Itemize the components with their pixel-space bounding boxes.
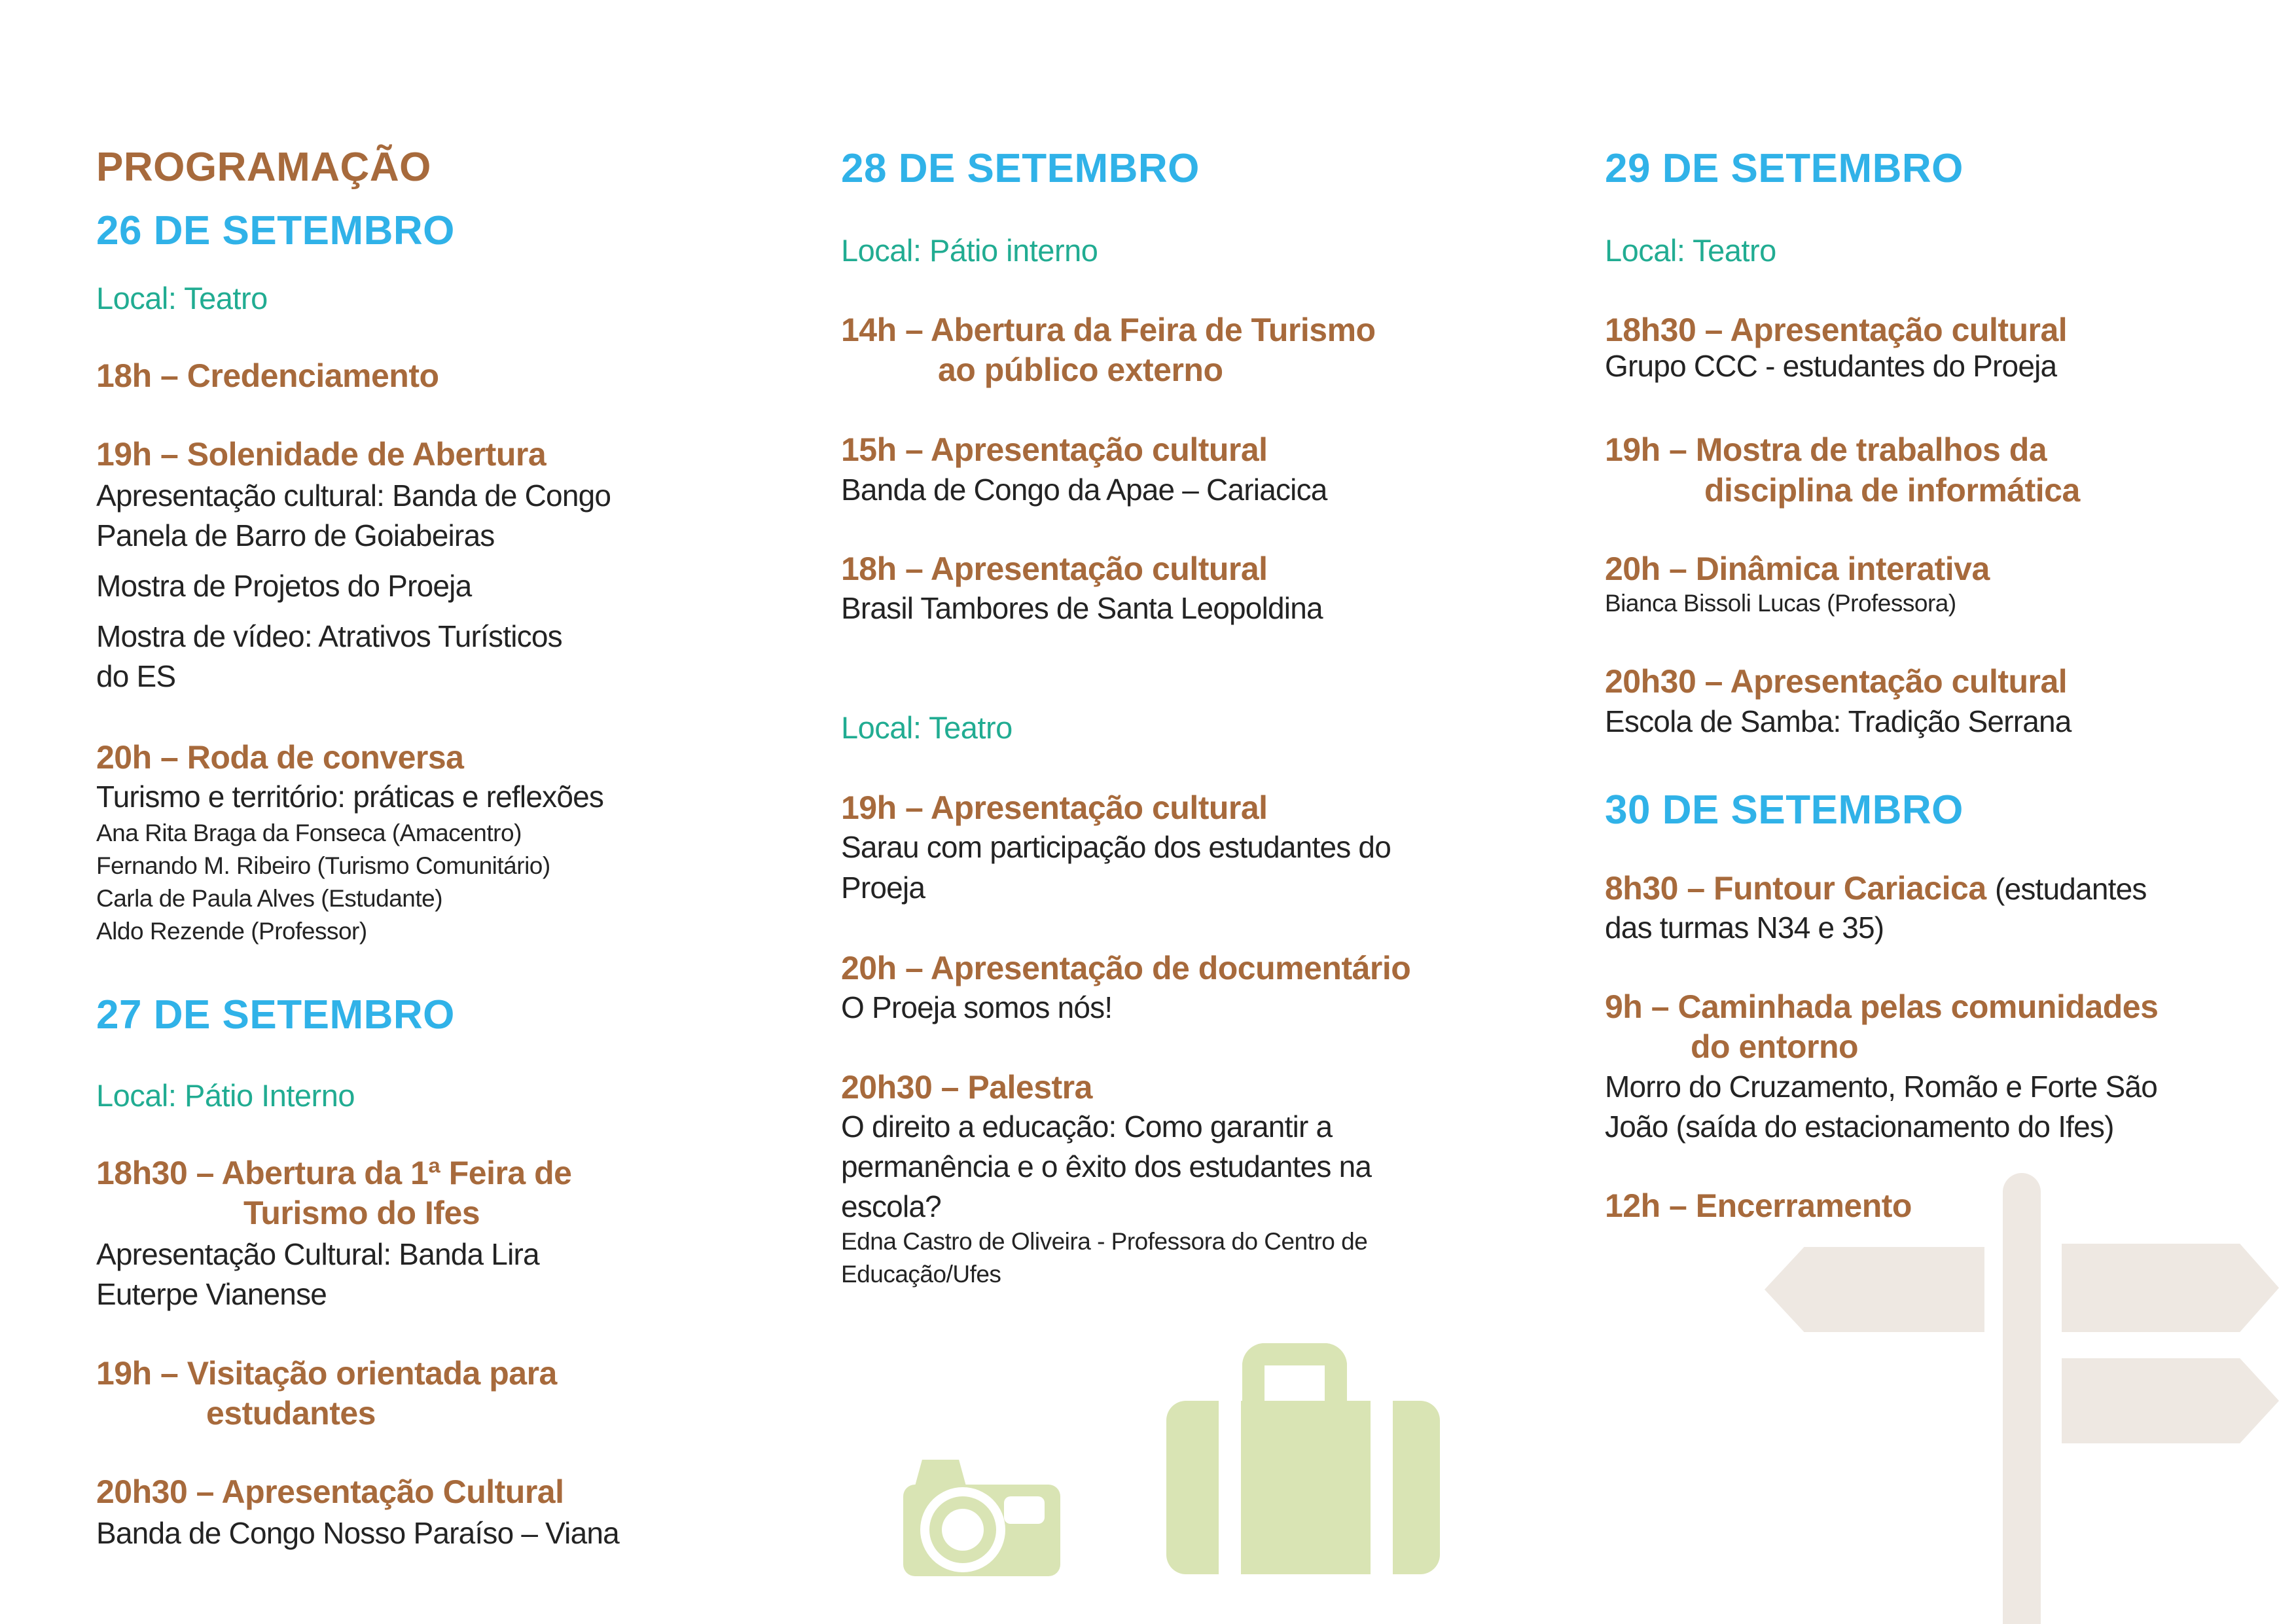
event-detail: O direito a educação: Como garantir a (841, 1110, 1333, 1144)
event-heading: 20h30 – Apresentação cultural (1605, 663, 2068, 700)
venue-label: Local: Pátio Interno (96, 1078, 355, 1113)
date-header-29: 29 DE SETEMBRO (1605, 146, 1964, 191)
signpost-pole (2003, 1173, 2041, 1624)
signpost-arrow-right-bottom (2062, 1358, 2279, 1443)
venue-label: Local: Teatro (841, 710, 1013, 745)
camera-flash (915, 1460, 966, 1486)
event-heading-wrap: Turismo do Ifes (243, 1195, 480, 1231)
event-detail: escola? (841, 1189, 941, 1223)
event-heading-wrap: estudantes (206, 1395, 376, 1432)
speaker-line: Fernando M. Ribeiro (Turismo Comunitário) (96, 852, 550, 879)
event-detail: Morro do Cruzamento, Romão e Forte São (1605, 1070, 2157, 1104)
date-header-26: 26 DE SETEMBRO (96, 208, 455, 253)
event-heading: 19h – Solenidade de Abertura (96, 436, 547, 473)
venue-label: Local: Teatro (96, 281, 268, 316)
event-detail: permanência e o êxito dos estudantes na (841, 1149, 1372, 1183)
speaker-line: Carla de Paula Alves (Estudante) (96, 885, 443, 912)
event-detail: Sarau com participação dos estudantes do (841, 830, 1391, 864)
event-detail: Banda de Congo Nosso Paraíso – Viana (96, 1516, 619, 1550)
speaker-line: Edna Castro de Oliveira - Professora do Centro de (841, 1228, 1368, 1255)
event-heading: 18h – Credenciamento (96, 357, 439, 394)
suitcase-mid-panel (1241, 1401, 1371, 1574)
event-detail: Panela de Barro de Goiabeiras (96, 518, 495, 552)
venue-label: Local: Teatro (1605, 233, 1776, 268)
date-header-27: 27 DE SETEMBRO (96, 992, 455, 1038)
event-detail: Mostra de vídeo: Atrativos Turísticos (96, 619, 562, 653)
event-detail: Grupo CCC - estudantes do Proeja (1605, 349, 2057, 383)
event-detail: Apresentação Cultural: Banda Lira (96, 1237, 539, 1271)
event-heading-wrap: ao público externo (938, 352, 1223, 388)
signpost-arrow-left (1765, 1247, 1984, 1332)
event-heading-wrap: do entorno (1691, 1028, 1859, 1065)
event-detail: do ES (96, 659, 176, 693)
event-detail: Brasil Tambores de Santa Leopoldina (841, 591, 1323, 625)
event-heading: 12h – Encerramento (1605, 1187, 1912, 1224)
signpost-arrow-right-top (2062, 1244, 2279, 1332)
event-detail: Escola de Samba: Tradição Serrana (1605, 704, 2072, 738)
event-heading: 20h – Roda de conversa (96, 739, 464, 776)
event-heading: 19h – Mostra de trabalhos da (1605, 431, 2047, 468)
event-heading: 18h30 – Apresentação cultural (1605, 312, 2068, 348)
event-detail: Proeja (841, 871, 925, 905)
event-heading: 18h – Apresentação cultural (841, 550, 1268, 587)
event-heading: 15h – Apresentação cultural (841, 431, 1268, 468)
date-header-28: 28 DE SETEMBRO (841, 146, 1200, 191)
event-heading: 19h – Visitação orientada para (96, 1355, 557, 1392)
camera-viewfinder (1004, 1496, 1045, 1524)
event-detail: João (saída do estacionamento do Ifes) (1605, 1110, 2114, 1144)
event-detail-inline: (estudantes (1995, 872, 2147, 906)
venue-label: Local: Pátio interno (841, 233, 1098, 268)
event-heading: 18h30 – Abertura da 1ª Feira de (96, 1155, 572, 1191)
speaker-line: Ana Rita Braga da Fonseca (Amacentro) (96, 820, 522, 846)
event-heading: 14h – Abertura da Feira de Turismo (841, 312, 1376, 348)
event-detail: das turmas N34 e 35) (1605, 911, 1884, 945)
event-heading: 8h30 – Funtour Cariacica (1605, 870, 1996, 907)
event-detail: Apresentação cultural: Banda de Congo (96, 478, 611, 513)
speaker-line: Aldo Rezende (Professor) (96, 918, 367, 945)
suitcase-left-panel (1166, 1401, 1219, 1574)
speaker-line: Educação/Ufes (841, 1261, 1001, 1288)
event-detail: O Proeja somos nós! (841, 990, 1113, 1024)
event-detail: Mostra de Projetos do Proeja (96, 569, 472, 603)
event-heading-wrap: disciplina de informática (1704, 472, 2080, 509)
event-heading: 20h30 – Apresentação Cultural (96, 1473, 564, 1510)
event-detail: Turismo e território: práticas e reflexões (96, 780, 604, 814)
event-heading: 20h30 – Palestra (841, 1069, 1092, 1106)
program-title: PROGRAMAÇÃO (96, 145, 431, 190)
event-heading: 9h – Caminhada pelas comunidades (1605, 988, 2159, 1025)
speaker-line: Bianca Bissoli Lucas (Professora) (1605, 590, 1956, 617)
suitcase-right-panel (1393, 1401, 1440, 1574)
event-heading: 20h – Apresentação de documentário (841, 950, 1411, 986)
event-detail: Banda de Congo da Apae – Cariacica (841, 473, 1327, 507)
suitcase-handle (1242, 1343, 1347, 1405)
camera-lens-center (942, 1509, 984, 1551)
event-heading: 20h – Dinâmica interativa (1605, 550, 1990, 587)
date-header-30: 30 DE SETEMBRO (1605, 787, 1964, 833)
event-detail: Euterpe Vianense (96, 1277, 327, 1311)
event-heading-mixed (1605, 870, 2147, 908)
event-heading: 19h – Apresentação cultural (841, 789, 1268, 826)
